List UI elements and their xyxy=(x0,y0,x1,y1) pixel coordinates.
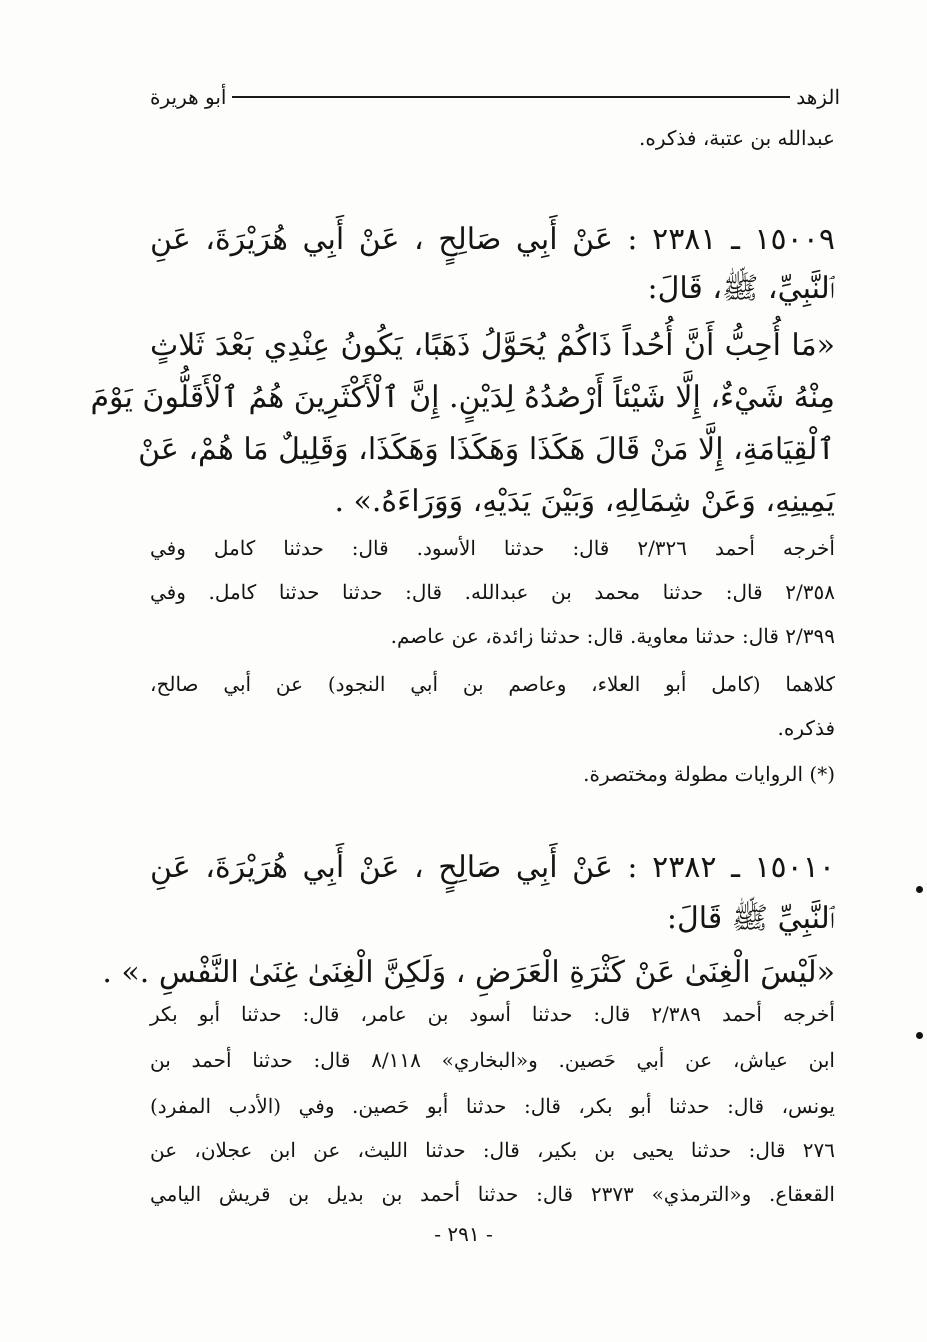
running-header xyxy=(150,82,840,112)
hadith1-text-line: ٱلْقِيَامَةِ، إِلَّا مَنْ قَالَ هَكَذَا وَهَكَذَا وَهَكَذَا، وَقَلِيلٌ مَا هُمْ، عَنْ xyxy=(138,432,835,467)
hadith1-takhrij-line: أخرجه أحمد ٢/٣٢٦ قال: حدثنا الأسود. قال: حدثنا كامل وفي xyxy=(150,536,835,560)
hadith2-takhrij-line: ابن عياش، عن أبي حَصين. و«البخاري» ٨/١١٨ قال: حدثنا أحمد بن xyxy=(150,1048,835,1072)
hadith1-text-line: مِنْهُ شَيْءٌ، إِلَّا شَيْئاً أَرْصُدُهُ لِدَيْنٍ. إِنَّ ٱلْأَكْثَرِينَ هُمُ ٱلْأَقَلُّونَ يَوْمَ xyxy=(90,380,835,415)
hadith1-takhrij-line: فذكره. xyxy=(777,716,835,740)
hadith2-heading-line: ١٥٠١٠ ـ ٢٣٨٢ : عَنْ أَبِي صَالِحٍ ، عَنْ أَبِي هُرَيْرَةَ، عَنِ xyxy=(150,850,835,885)
hadith1-heading-line: ٱلنَّبِيِّ، ﷺ، قَالَ: xyxy=(647,271,835,306)
header-rule xyxy=(232,96,790,98)
hadith2-heading-line: ٱلنَّبِيِّ ﷺ قَالَ: xyxy=(666,901,835,936)
hadith1-heading-line: ١٥٠٠٩ ـ ٢٣٨١ : عَنْ أَبِي صَالِحٍ ، عَنْ أَبِي هُرَيْرَةَ، عَنِ xyxy=(150,222,835,257)
hadith2-text-line: «لَيْسَ الْغِنَىٰ عَنْ كَثْرَةِ الْعَرَضِ ، وَلَكِنَّ الْغِنَىٰ غِنَىٰ النَّفْسِ .» . xyxy=(102,955,835,990)
hadith2-takhrij-line: أخرجه أحمد ٢/٣٨٩ قال: حدثنا أسود بن عامر، قال: حدثنا أبو بكر xyxy=(150,1002,835,1026)
hadith1-footnote: (*) الروايات مطولة ومختصرة. xyxy=(583,762,835,786)
header-left-title: أبو هريرة xyxy=(150,85,227,109)
intro-line: عبدالله بن عتبة، فذكره. xyxy=(639,126,835,150)
hadith1-text-line: يَمِينِهِ، وَعَنْ شِمَالِهِ، وَبَيْنَ يَدَيْهِ، وَوَرَاءَهُ.» . xyxy=(334,484,835,519)
margin-mark xyxy=(916,1032,923,1039)
hadith1-takhrij-line: ٢/٣٩٩ قال: حدثنا معاوية. قال: حدثنا زائدة، عن عاصم. xyxy=(390,624,835,648)
hadith2-takhrij-line: القعقاع. و«الترمذي» ٢٣٧٣ قال: حدثنا أحمد بن بديل بن قريش اليامي xyxy=(150,1182,835,1206)
hadith2-takhrij-line: يونس، قال: حدثنا أبو بكر، قال: حدثنا أبو حَصين. وفي (الأدب المفرد) xyxy=(150,1094,835,1118)
hadith1-text-line: «مَا أُحِبُّ أَنَّ أُحُداً ذَاكُمْ يُحَوَّلُ ذَهَبًا، يَكُونُ عِنْدِي بَعْدَ ثَلاثٍ xyxy=(150,328,835,363)
page-number: - ٢٩١ - xyxy=(434,1222,493,1246)
hadith2-takhrij-line: ٢٧٦ قال: حدثنا يحيى بن بكير، قال: حدثنا الليث، عن ابن عجلان، عن xyxy=(150,1138,835,1162)
margin-mark xyxy=(916,886,923,893)
hadith1-takhrij-line: كلاهما (كامل أبو العلاء، وعاصم بن أبي النجود) عن أبي صالح، xyxy=(150,672,835,696)
hadith1-takhrij-line: ٢/٣٥٨ قال: حدثنا محمد بن عبدالله. قال: حدثنا حدثنا كامل. وفي xyxy=(150,580,835,604)
header-right-title: الزهد xyxy=(796,85,840,109)
